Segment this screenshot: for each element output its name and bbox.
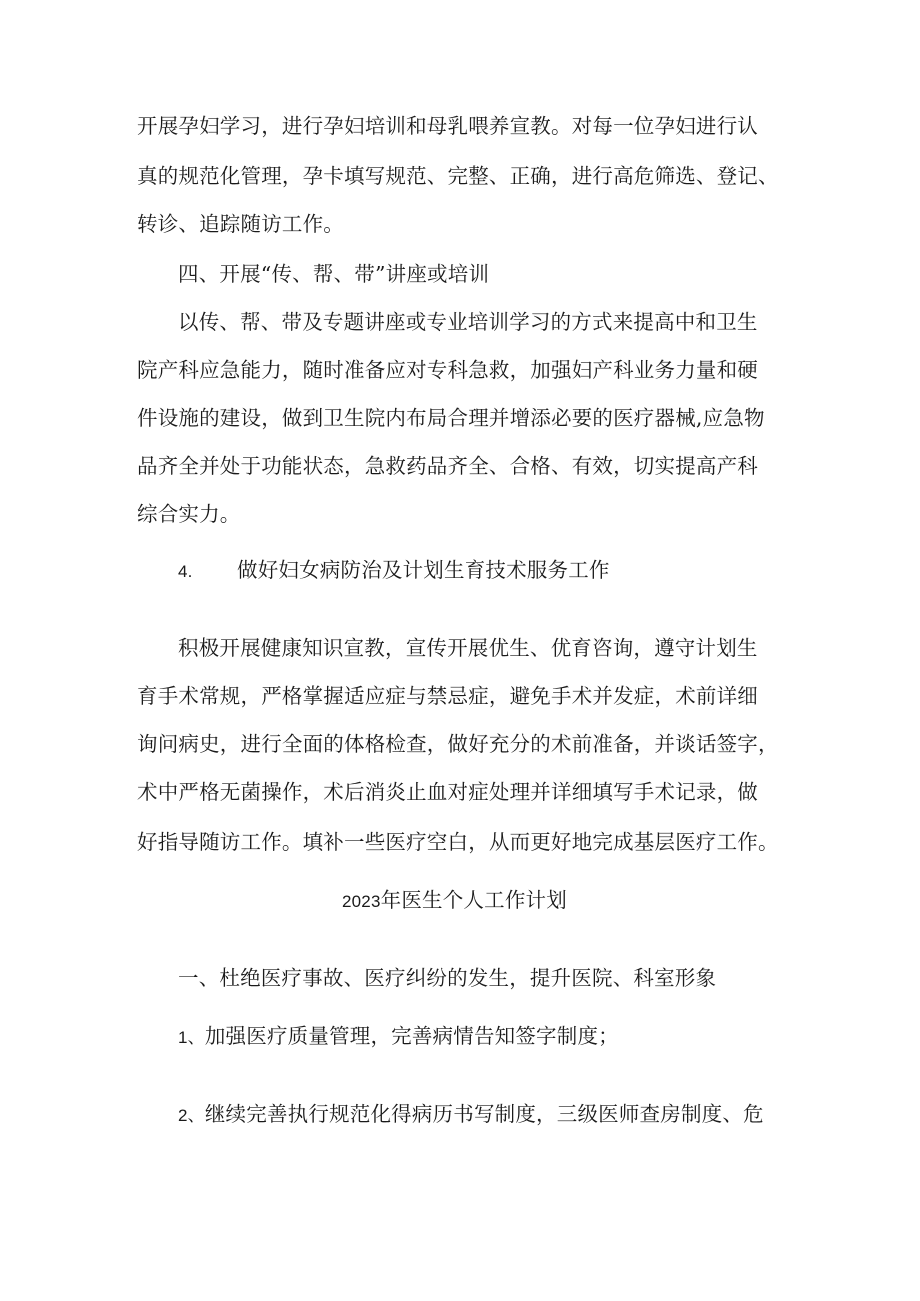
paragraph-3-line-5: 好指导随访工作。填补一些医疗空白，从而更好地完成基层医疗工作。 (137, 830, 779, 854)
paragraph-2-line-4: 品齐全并处于功能状态，急救药品齐全、合格、有效，切实提高产科 (137, 454, 758, 478)
item-1 (178, 1016, 920, 1056)
plan-title (342, 880, 920, 920)
paragraph-2-line-1: 以传、帮、带及专题讲座或专业培训学习的方式来提高中和卫生 (178, 310, 758, 334)
item-2-number: 2、 (178, 1106, 205, 1125)
plan-title-text: 年医生个人工作计划 (380, 888, 567, 912)
item-4-text: 做好妇女病防治及计划生育技术服务工作 (237, 558, 610, 582)
item-4-number: 4. (178, 562, 193, 581)
paragraph-2-line-5: 综合实力。 (137, 502, 241, 526)
paragraph-1-line-2: 真的规范化管理，孕卡填写规范、完整、正确，进行高危筛选、登记、 (137, 164, 779, 188)
item-1-text: 加强医疗质量管理，完善病情告知签字制度； (204, 1024, 619, 1048)
paragraph-3-line-1: 积极开展健康知识宣教，宣传开展优生、优育咨询，遵守计划生 (178, 636, 758, 660)
paragraph-2-line-3: 件设施的建设，做到卫生院内布局合理并增添必要的医疗器械,应急物 (137, 406, 765, 430)
plan-title-year: 2023 (342, 892, 381, 911)
item-2 (178, 1094, 920, 1134)
item-2-text: 继续完善执行规范化得病历书写制度，三级医师查房制度、危 (204, 1102, 764, 1126)
paragraph-2-line-2: 院产科应急能力，随时准备应对专科急救，加强妇产科业务力量和硬 (137, 358, 758, 382)
item-4 (178, 550, 920, 590)
section-1-heading: 一、杜绝医疗事故、医疗纠纷的发生，提升医院、科室形象 (178, 966, 717, 990)
paragraph-1-line-1: 开展孕妇学习，进行孕妇培训和母乳喂养宣教。对每一位孕妇进行认 (137, 114, 758, 138)
paragraph-1-line-3: 转诊、追踪随访工作。 (137, 212, 344, 236)
paragraph-3-line-4: 术中严格无菌操作，术后消炎止血对症处理并详细填写手术记录，做 (137, 780, 758, 804)
section-4-heading: 四、开展“传、帮、带”讲座或培训 (178, 262, 490, 286)
paragraph-3-line-3: 询问病史，进行全面的体格检查，做好充分的术前准备，并谈话签字， (137, 732, 779, 756)
item-1-number: 1、 (178, 1028, 205, 1047)
paragraph-3-line-2: 育手术常规，严格掌握适应症与禁忌症，避免手术并发症，术前详细 (137, 684, 758, 708)
